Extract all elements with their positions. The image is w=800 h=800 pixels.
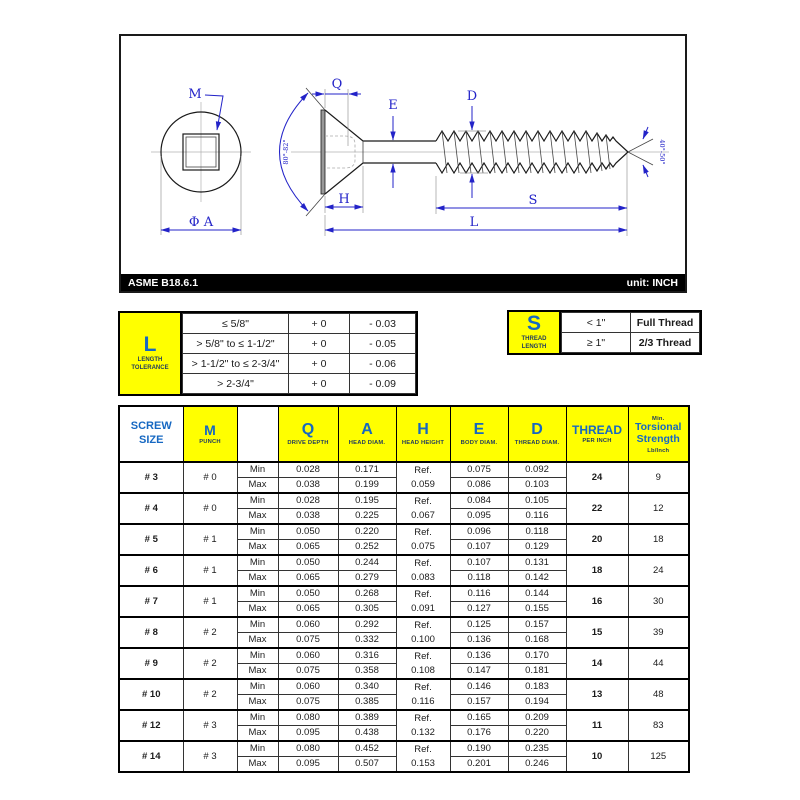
min-label: Min	[237, 462, 278, 478]
strength-cell: 83	[628, 710, 689, 741]
tolerance-range: > 1-1/2" to ≤ 2-3/4"	[183, 354, 289, 374]
max-label: Max	[237, 509, 278, 525]
screw-row-min	[119, 679, 689, 695]
e-max: 0.157	[450, 695, 508, 711]
max-label: Max	[237, 695, 278, 711]
q-max: 0.075	[278, 664, 338, 680]
tolerance-row	[183, 354, 416, 374]
size-cell: # 4	[119, 493, 183, 524]
e-max: 0.176	[450, 726, 508, 742]
q-min: 0.028	[278, 462, 338, 478]
min-label: Min	[237, 679, 278, 695]
min-label: Min	[237, 524, 278, 540]
q-min: 0.060	[278, 679, 338, 695]
symbol-s: S	[526, 312, 541, 336]
tpi-cell: 18	[566, 555, 628, 586]
screw-row-min	[119, 524, 689, 540]
unit-label: unit: INCH	[626, 276, 678, 289]
strength-cell: 9	[628, 462, 689, 493]
q-min: 0.050	[278, 586, 338, 602]
label-phi-a: Φ A	[188, 215, 214, 230]
punch-cell: # 0	[183, 493, 237, 524]
e-min: 0.125	[450, 617, 508, 633]
h-ref-cell: Ref. 0.067	[396, 493, 450, 524]
h-ref-cell: Ref. 0.075	[396, 524, 450, 555]
header-m-punch: M PUNCH	[183, 406, 237, 462]
max-label: Max	[237, 726, 278, 742]
tolerance-minus: - 0.05	[350, 334, 416, 354]
header-e: E BODY DIAM.	[450, 406, 508, 462]
label-l: L	[469, 215, 479, 230]
head-flat-face	[321, 110, 325, 194]
min-label: Min	[237, 493, 278, 509]
length-tolerance-symbol-cell	[120, 313, 182, 394]
screw-row-min	[119, 710, 689, 726]
d-min: 0.105	[508, 493, 566, 509]
length-tolerance-table	[118, 311, 418, 396]
tolerance-plus: + 0	[289, 314, 350, 334]
a-max: 0.507	[338, 757, 396, 773]
strength-cell: 48	[628, 679, 689, 710]
q-max: 0.038	[278, 478, 338, 494]
thread-length-range: ≥ 1"	[562, 333, 631, 353]
max-label: Max	[237, 478, 278, 494]
tpi-cell: 14	[566, 648, 628, 679]
d-min: 0.144	[508, 586, 566, 602]
point-angle-arrow-top	[643, 127, 648, 139]
q-max: 0.065	[278, 571, 338, 587]
a-min: 0.316	[338, 648, 396, 664]
size-cell: # 6	[119, 555, 183, 586]
d-max: 0.246	[508, 757, 566, 773]
h-ref-cell: Ref. 0.059	[396, 462, 450, 493]
thread-length-range: < 1"	[562, 313, 631, 333]
a-max: 0.225	[338, 509, 396, 525]
a-min: 0.171	[338, 462, 396, 478]
length-tolerance-grid	[182, 313, 416, 394]
q-min: 0.050	[278, 524, 338, 540]
e-max: 0.118	[450, 571, 508, 587]
punch-cell: # 2	[183, 679, 237, 710]
d-max: 0.220	[508, 726, 566, 742]
tolerance-row	[183, 334, 416, 354]
min-label: Min	[237, 741, 278, 757]
d-min: 0.183	[508, 679, 566, 695]
d-max: 0.103	[508, 478, 566, 494]
tolerance-minus: - 0.09	[350, 374, 416, 394]
screw-row-min	[119, 462, 689, 478]
symbol-l-label: LENGTH TOLERANCE	[131, 357, 169, 371]
d-max: 0.155	[508, 602, 566, 618]
q-max: 0.095	[278, 726, 338, 742]
strength-cell: 44	[628, 648, 689, 679]
strength-cell: 12	[628, 493, 689, 524]
header-screw-size: SCREW SIZE	[119, 406, 183, 462]
a-min: 0.292	[338, 617, 396, 633]
tpi-cell: 20	[566, 524, 628, 555]
h-ref-cell: Ref. 0.132	[396, 710, 450, 741]
q-max: 0.095	[278, 757, 338, 773]
h-ref-cell: Ref. 0.153	[396, 741, 450, 772]
tolerance-row	[183, 314, 416, 334]
header-a: A HEAD DIAM.	[338, 406, 396, 462]
punch-cell: # 3	[183, 710, 237, 741]
strength-cell: 24	[628, 555, 689, 586]
side-view	[280, 77, 670, 236]
punch-cell: # 1	[183, 524, 237, 555]
e-max: 0.107	[450, 540, 508, 556]
a-max: 0.279	[338, 571, 396, 587]
size-cell: # 12	[119, 710, 183, 741]
max-label: Max	[237, 757, 278, 773]
min-label: Min	[237, 555, 278, 571]
tolerance-range: > 2-3/4"	[183, 374, 289, 394]
length-tolerance-rows	[183, 314, 416, 394]
screw-row-min	[119, 493, 689, 509]
e-min: 0.096	[450, 524, 508, 540]
header-q: Q DRIVE DEPTH	[278, 406, 338, 462]
a-max: 0.199	[338, 478, 396, 494]
min-label: Min	[237, 586, 278, 602]
a-max: 0.305	[338, 602, 396, 618]
max-label: Max	[237, 540, 278, 556]
e-max: 0.201	[450, 757, 508, 773]
tolerance-range: > 5/8" to ≤ 1-1/2"	[183, 334, 289, 354]
size-cell: # 9	[119, 648, 183, 679]
d-max: 0.194	[508, 695, 566, 711]
header-thread-per-inch: THREAD PER INCH	[566, 406, 628, 462]
max-label: Max	[237, 664, 278, 680]
label-e: E	[388, 98, 398, 113]
tpi-cell: 24	[566, 462, 628, 493]
header-minmax-spacer	[237, 406, 278, 462]
e-min: 0.116	[450, 586, 508, 602]
tolerance-row	[183, 374, 416, 394]
punch-cell: # 0	[183, 462, 237, 493]
punch-cell: # 1	[183, 555, 237, 586]
d-min: 0.170	[508, 648, 566, 664]
size-cell: # 7	[119, 586, 183, 617]
e-min: 0.190	[450, 741, 508, 757]
label-q: Q	[331, 77, 343, 92]
main-table-body	[119, 462, 689, 772]
punch-cell: # 1	[183, 586, 237, 617]
q-max: 0.075	[278, 633, 338, 649]
e-max: 0.086	[450, 478, 508, 494]
screw-drawing	[121, 36, 685, 274]
size-cell: # 5	[119, 524, 183, 555]
a-max: 0.438	[338, 726, 396, 742]
thread-length-value: Full Thread	[631, 313, 700, 333]
e-min: 0.075	[450, 462, 508, 478]
punch-cell: # 3	[183, 741, 237, 772]
header-h: H HEAD HEIGHT	[396, 406, 450, 462]
label-s: S	[528, 193, 538, 208]
symbol-s-label: THREAD LENGTH	[521, 336, 547, 350]
q-min: 0.080	[278, 741, 338, 757]
thread-length-value: 2/3 Thread	[631, 333, 700, 353]
min-label: Min	[237, 617, 278, 633]
a-min: 0.244	[338, 555, 396, 571]
screw-row-min	[119, 617, 689, 633]
tpi-cell: 10	[566, 741, 628, 772]
a-max: 0.252	[338, 540, 396, 556]
q-min: 0.028	[278, 493, 338, 509]
thread-length-row	[562, 313, 700, 333]
q-max: 0.065	[278, 602, 338, 618]
a-min: 0.389	[338, 710, 396, 726]
strength-cell: 125	[628, 741, 689, 772]
h-ref-cell: Ref. 0.108	[396, 648, 450, 679]
punch-cell: # 2	[183, 648, 237, 679]
e-min: 0.107	[450, 555, 508, 571]
max-label: Max	[237, 602, 278, 618]
d-max: 0.142	[508, 571, 566, 587]
tolerance-plus: + 0	[289, 334, 350, 354]
tolerance-plus: + 0	[289, 354, 350, 374]
d-min: 0.209	[508, 710, 566, 726]
screw-row-min	[119, 555, 689, 571]
label-m: M	[188, 87, 202, 102]
tpi-cell: 11	[566, 710, 628, 741]
a-min: 0.340	[338, 679, 396, 695]
a-min: 0.452	[338, 741, 396, 757]
e-max: 0.095	[450, 509, 508, 525]
standard-title-bar	[121, 274, 685, 291]
tolerance-plus: + 0	[289, 374, 350, 394]
point-angle-arrow-bottom	[643, 165, 648, 177]
d-max: 0.116	[508, 509, 566, 525]
q-min: 0.050	[278, 555, 338, 571]
d-min: 0.235	[508, 741, 566, 757]
d-min: 0.131	[508, 555, 566, 571]
h-ref-cell: Ref. 0.083	[396, 555, 450, 586]
a-max: 0.385	[338, 695, 396, 711]
h-ref-cell: Ref. 0.100	[396, 617, 450, 648]
header-torsional-strength: Min. Torsional Strength Lb/Inch	[628, 406, 689, 462]
screw-row-min	[119, 648, 689, 664]
strength-cell: 30	[628, 586, 689, 617]
thread-length-rows	[562, 313, 700, 353]
tpi-cell: 22	[566, 493, 628, 524]
label-h: H	[338, 192, 350, 207]
e-max: 0.127	[450, 602, 508, 618]
label-head-angle: 80°-82°	[282, 139, 290, 165]
main-dimension-table-wrap	[118, 405, 690, 773]
q-min: 0.060	[278, 617, 338, 633]
max-label: Max	[237, 571, 278, 587]
strength-cell: 39	[628, 617, 689, 648]
header-d: D THREAD DIAM.	[508, 406, 566, 462]
d-min: 0.157	[508, 617, 566, 633]
size-cell: # 3	[119, 462, 183, 493]
q-min: 0.060	[278, 648, 338, 664]
e-min: 0.146	[450, 679, 508, 695]
tolerance-minus: - 0.03	[350, 314, 416, 334]
screw-row-min	[119, 741, 689, 757]
size-cell: # 8	[119, 617, 183, 648]
symbol-l: L	[143, 333, 157, 357]
header-row	[119, 406, 689, 462]
e-max: 0.136	[450, 633, 508, 649]
tpi-cell: 13	[566, 679, 628, 710]
min-label: Min	[237, 710, 278, 726]
q-max: 0.075	[278, 695, 338, 711]
e-min: 0.136	[450, 648, 508, 664]
size-cell: # 10	[119, 679, 183, 710]
h-ref-cell: Ref. 0.116	[396, 679, 450, 710]
h-ref-cell: Ref. 0.091	[396, 586, 450, 617]
q-min: 0.080	[278, 710, 338, 726]
tolerance-range: ≤ 5/8"	[183, 314, 289, 334]
q-max: 0.065	[278, 540, 338, 556]
e-max: 0.147	[450, 664, 508, 680]
a-max: 0.358	[338, 664, 396, 680]
max-label: Max	[237, 633, 278, 649]
thread-length-row	[562, 333, 700, 353]
q-max: 0.038	[278, 509, 338, 525]
d-max: 0.181	[508, 664, 566, 680]
strength-cell: 18	[628, 524, 689, 555]
d-min: 0.118	[508, 524, 566, 540]
tpi-cell: 16	[566, 586, 628, 617]
thread-length-table	[507, 310, 702, 355]
d-min: 0.092	[508, 462, 566, 478]
tpi-cell: 15	[566, 617, 628, 648]
punch-cell: # 2	[183, 617, 237, 648]
standard-number: ASME B18.6.1	[128, 276, 199, 289]
size-cell: # 14	[119, 741, 183, 772]
d-max: 0.168	[508, 633, 566, 649]
a-min: 0.195	[338, 493, 396, 509]
e-min: 0.084	[450, 493, 508, 509]
label-d: D	[466, 89, 478, 104]
a-max: 0.332	[338, 633, 396, 649]
label-point-angle: 40°-50°	[658, 139, 666, 165]
technical-drawing-panel	[119, 34, 687, 293]
tolerance-minus: - 0.06	[350, 354, 416, 374]
d-max: 0.129	[508, 540, 566, 556]
a-min: 0.220	[338, 524, 396, 540]
main-dimension-table	[118, 405, 690, 773]
min-label: Min	[237, 648, 278, 664]
screw-row-min	[119, 586, 689, 602]
thread-bottom	[436, 152, 628, 173]
top-view	[151, 87, 251, 235]
thread-length-grid	[561, 312, 700, 353]
a-min: 0.268	[338, 586, 396, 602]
thread-length-symbol-cell	[509, 312, 561, 353]
e-min: 0.165	[450, 710, 508, 726]
